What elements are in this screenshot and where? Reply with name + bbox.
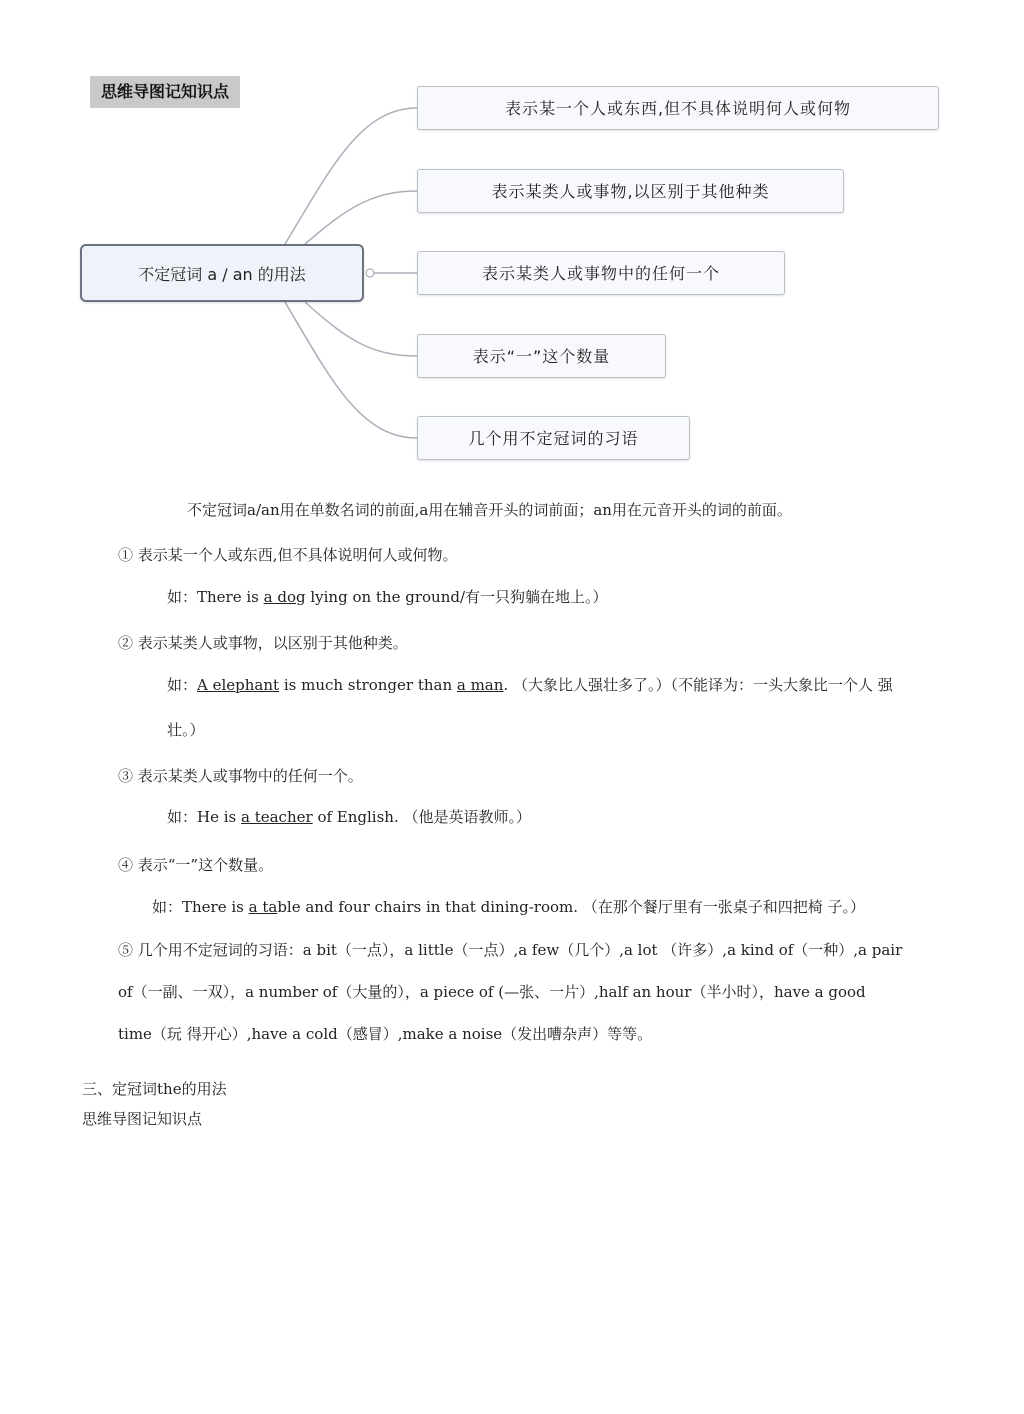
example-text: of English. （他是英语教师。） [312, 808, 531, 826]
item-3-example [167, 806, 531, 828]
example-text: 如：There is [167, 588, 264, 606]
example-underline: a dog [263, 588, 306, 606]
intro-paragraph: 不定冠词a/an用在单数名词的前面,a用在辅音开头的词前面；an用在元音开头的词的前面。 [187, 501, 792, 519]
item-1-example [167, 586, 608, 608]
example-underline: a teacher [241, 808, 313, 826]
item-2-example [167, 674, 893, 696]
example-text: 如：He is [167, 808, 241, 826]
example-text: ble and four chairs in that dining-room. （在那个餐厅里有一张桌子和四把椅 子。） [277, 898, 866, 916]
example-text: lying on the ground/有一只狗躺在地上。） [305, 588, 608, 606]
example-underline: a man [456, 676, 504, 694]
item-1-heading: ① 表示某一个人或东西,但不具体说明何人或何物。 [118, 546, 458, 564]
connector-1 [285, 108, 417, 244]
mindmap-center-node: 不定冠词 a / an 的用法 [80, 244, 364, 302]
item-3-heading: ③ 表示某类人或事物中的任何一个。 [118, 767, 363, 785]
mindmap-branch-3: 表示某类人或事物中的任何一个 [417, 251, 785, 295]
example-underline: A elephant [197, 676, 280, 694]
mindmap-branch-2: 表示某类人或事物,以区别于其他种类 [417, 169, 844, 213]
mindmap-branch-1: 表示某一个人或东西,但不具体说明何人或何物 [417, 86, 939, 130]
item-2-heading: ② 表示某类人或事物，以区别于其他种类。 [118, 634, 408, 652]
example-text: . （大象比人强壮多了。）（不能译为：一头大象比一个人 强 [503, 676, 893, 694]
item-2-example-cont: 壮。） [167, 721, 205, 739]
section-3-title: 三、定冠词the的用法 [82, 1080, 227, 1098]
example-text: 如： [167, 676, 198, 694]
example-text: 如：There is [152, 898, 249, 916]
item-4-heading: ④ 表示“一”这个数量。 [118, 856, 274, 874]
mindmap-connectors [0, 0, 1024, 480]
mindmap-branch-4: 表示“一”这个数量 [417, 334, 666, 378]
item-5-line-1: ⑤ 几个用不定冠词的习语：a bit（一点），a little（一点）,a few（几个）,a lot （许多）,a kind of（一种）,a pair [118, 941, 903, 959]
example-text: is much stronger than [279, 676, 457, 694]
connector-4 [305, 302, 417, 356]
mindmap-branch-5: 几个用不定冠词的习语 [417, 416, 690, 460]
item-5-line-3: time（玩 得开心）,have a cold（感冒）,make a noise（发出嘈杂声）等等。 [118, 1025, 653, 1043]
section-3-subtitle: 思维导图记知识点 [82, 1110, 203, 1128]
connector-2 [305, 191, 417, 244]
example-underline: a ta [248, 898, 278, 916]
connector-knob [366, 269, 374, 277]
item-4-example [152, 896, 865, 918]
connector-5 [285, 302, 417, 438]
mindmap-tag: 思维导图记知识点 [90, 76, 240, 108]
item-5-line-2: of（一副、一双），a number of（大量的），a piece of (—张、一片）,half an hour（半小时），have a good [118, 983, 866, 1001]
